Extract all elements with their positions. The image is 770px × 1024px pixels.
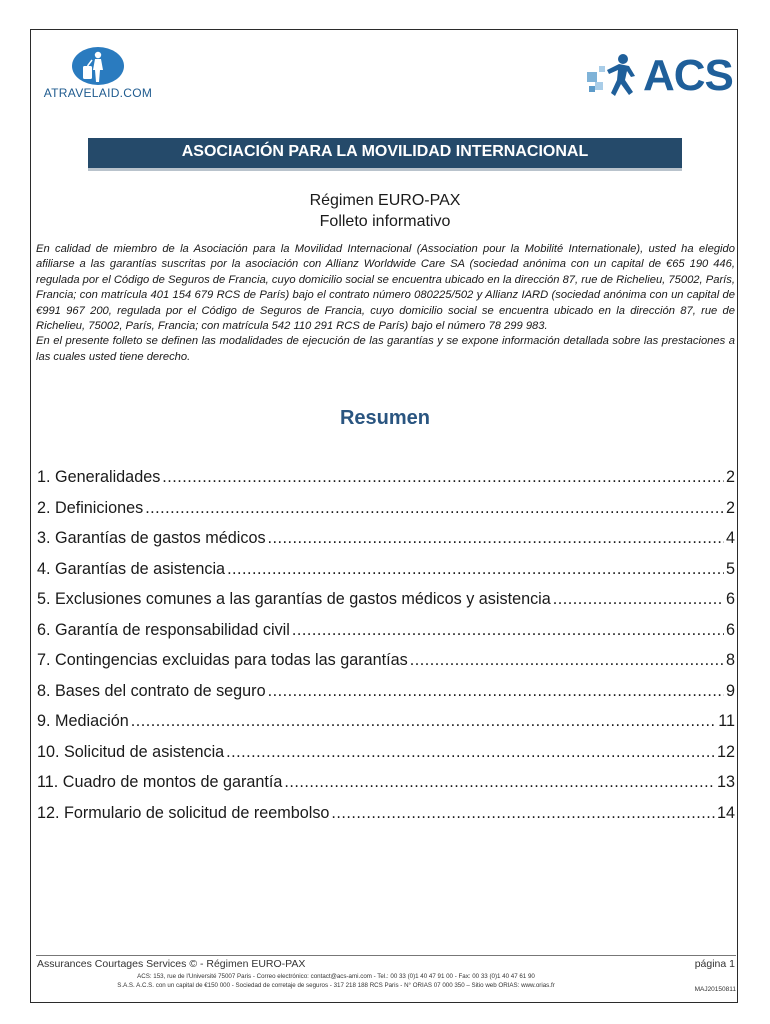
toc-item[interactable] xyxy=(37,590,735,621)
toc-item-page: 4 xyxy=(725,529,735,547)
toc-item[interactable] xyxy=(37,682,735,713)
atravelaid-logo-text: ATRAVELAID.COM xyxy=(43,86,153,100)
toc-item-title: 4. Garantías de asistencia xyxy=(37,559,226,578)
brochure-subtitle: Folleto informativo xyxy=(319,213,451,230)
toc-item-title: 7. Contingencias excluidas para todas las garantías xyxy=(37,651,408,669)
toc-item[interactable] xyxy=(37,712,735,743)
toc-item-page: 12 xyxy=(716,742,735,761)
summary-heading: Resumen xyxy=(339,407,431,429)
toc-item-title: 6. Garantía de responsabilidad civil xyxy=(37,620,290,639)
intro-paragraph-2: En el presente folleto se definen las modalidades de ejecución de las garantías y se expone información detallada sobre las prestaciones a las cuales usted tiene derecho. xyxy=(36,335,735,363)
toc-item-page: 14 xyxy=(716,803,735,822)
toc-item-title: 12. Formulario de solicitud de reembolso xyxy=(37,803,330,822)
toc-item-page: 11 xyxy=(718,712,735,730)
atravelaid-logo xyxy=(38,46,158,102)
toc-item-title: 5. Exclusiones comunes a las garantías de gastos médicos y asistencia xyxy=(37,590,551,608)
toc-item[interactable] xyxy=(37,468,735,499)
page-number: página 1 xyxy=(694,958,735,970)
toc-item-title: 11. Cuadro de montos de garantía xyxy=(37,773,283,791)
toc-item-page: 6 xyxy=(725,620,735,639)
traveler-icon xyxy=(68,46,124,86)
toc-item[interactable] xyxy=(37,621,735,652)
footer-divider xyxy=(36,955,736,956)
toc-item-page: 2 xyxy=(725,468,735,486)
toc-item-title: 8. Bases del contrato de seguro xyxy=(37,681,266,700)
toc-item-title: 2. Definiciones xyxy=(37,498,144,517)
toc-item[interactable] xyxy=(37,804,735,835)
regime-title: Régimen EURO-PAX xyxy=(309,192,461,209)
table-of-contents xyxy=(37,468,735,834)
acs-runner-icon xyxy=(585,50,643,102)
document-version-code: MAJ20150811 xyxy=(694,986,736,993)
intro-text xyxy=(36,242,735,365)
footer-contact-line: ACS: 153, rue de l'Université 75007 Paris - Correo electrónico: contact@acs-ami.com - Tel.: 00 33 (0)1 40 47 91 00 - Fax: 00 33 (0)1 40 47 61 90 xyxy=(137,973,535,980)
toc-item[interactable] xyxy=(37,651,735,682)
toc-item-page: 8 xyxy=(725,651,735,669)
toc-item[interactable] xyxy=(37,743,735,774)
acs-logo xyxy=(585,50,733,102)
association-banner: ASOCIACIÓN PARA LA MOVILIDAD INTERNACIONAL xyxy=(88,138,682,171)
toc-item-title: 3. Garantías de gastos médicos xyxy=(37,529,266,547)
intro-paragraph-1: En calidad de miembro de la Asociación para la Movilidad Internacional (Association pour la Mobilité Internationale), usted ha elegido afiliarse a las garantías suscritas por la asociación con Allianz Worldwide Care SA (sociedad anónima con un capital de €65 190 446, regulada por el Código de Seguros de Francia, cuyo domicilio social se encuentra ubicado en la dirección 87, rue de Richelieu, 75002, París, Francia; con matrícula 401 154 679 RCS de París) bajo el contrato número 080225/502 y Allianz IARD (sociedad anónima con un capital de €991 967 200, regulada por el Código de Seguros de Francia, cuyo domicilio social se encuentra ubicado en la dirección 87, rue de Richelieu, 75002, París, Francia; con matrícula 542 110 291 RCS de París) bajo el número 78 299 983. xyxy=(36,243,735,333)
toc-item[interactable] xyxy=(37,499,735,530)
footer-legal-line: S.A.S. A.C.S. con un capital de €150 000 - Sociedad de corretaje de seguros - 317 218 188 RCS Paris - N° ORIAS 07 000 350 – Sitio web ORIAS: www.orias.fr xyxy=(117,982,555,989)
toc-item-page: 9 xyxy=(725,681,735,700)
toc-item[interactable] xyxy=(37,529,735,560)
acs-logo-text: ACS xyxy=(643,51,733,100)
toc-item[interactable] xyxy=(37,773,735,804)
toc-item-page: 6 xyxy=(725,590,735,608)
footer-copyright: Assurances Courtages Services © - Régimen EURO-PAX xyxy=(37,958,306,970)
toc-item-title: 10. Solicitud de asistencia xyxy=(37,742,225,761)
toc-item-page: 5 xyxy=(725,559,735,578)
toc-item-page: 2 xyxy=(725,498,735,517)
toc-item-title: 9. Mediación xyxy=(37,712,129,730)
toc-item-page: 13 xyxy=(716,773,735,791)
toc-item-title: 1. Generalidades xyxy=(37,468,161,486)
toc-item[interactable] xyxy=(37,560,735,591)
